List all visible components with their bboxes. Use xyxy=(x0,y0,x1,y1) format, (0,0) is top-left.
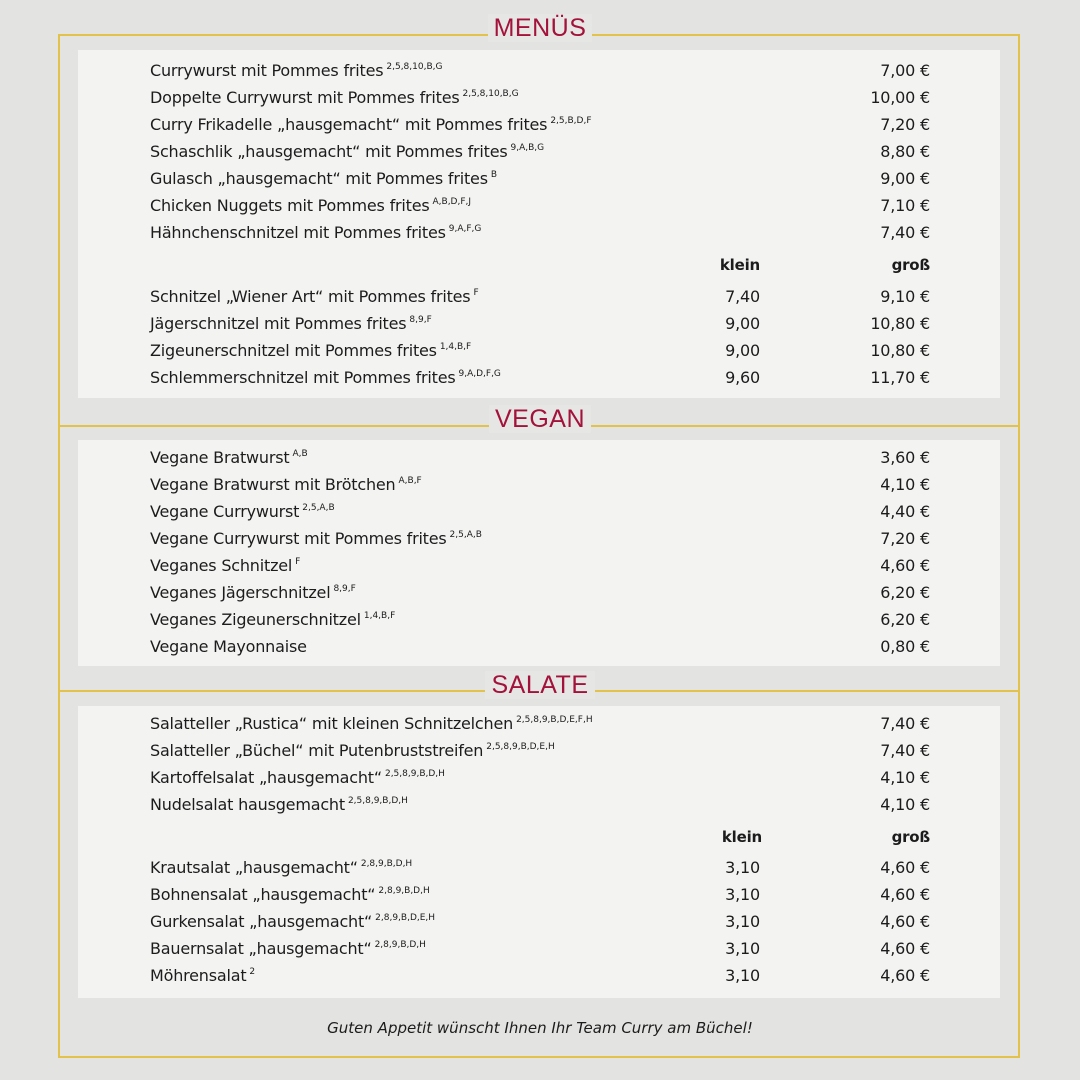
price-large: 4,60 € xyxy=(880,885,930,904)
item-name xyxy=(150,552,300,579)
allergen-codes: 2,5,8,9,B,D,E,F,H xyxy=(516,715,593,725)
allergen-codes: 2,5,A,B xyxy=(449,530,482,540)
item-name-text: Currywurst mit Pommes frites xyxy=(150,61,384,80)
price-large: 4,60 € xyxy=(880,939,930,958)
allergen-codes: 2,5,8,9,B,D,E,H xyxy=(486,742,555,752)
menu-item xyxy=(0,764,1080,791)
item-name-text: Veganes Schnitzel xyxy=(150,556,293,575)
menu-item xyxy=(0,471,1080,498)
allergen-codes: 9,A,D,F,G xyxy=(458,369,501,379)
item-name xyxy=(150,881,430,908)
price-small: 3,10 xyxy=(725,912,760,931)
menu-item xyxy=(0,192,1080,219)
allergen-codes: F xyxy=(473,288,479,298)
menu-item xyxy=(0,525,1080,552)
size-column-headers xyxy=(0,252,1080,279)
menu-item xyxy=(0,444,1080,471)
price-large: 10,80 € xyxy=(870,341,930,360)
allergen-codes: 2,5,8,9,B,D,H xyxy=(384,769,445,779)
item-name-text: Veganes Zigeunerschnitzel xyxy=(150,610,361,629)
allergen-codes: 2,5,B,D,F xyxy=(550,116,592,126)
allergen-codes: 1,4,B,F xyxy=(439,342,472,352)
item-name xyxy=(150,219,481,246)
item-name-text: Curry Frikadelle „hausgemacht“ mit Pommes frites xyxy=(150,115,548,134)
menu-item xyxy=(0,908,1080,935)
item-name xyxy=(150,854,412,881)
menu-item xyxy=(0,364,1080,391)
item-price: 7,40 € xyxy=(880,223,930,242)
item-price: 9,00 € xyxy=(880,169,930,188)
item-name xyxy=(150,633,307,660)
item-name xyxy=(150,165,497,192)
price-small: 9,00 xyxy=(725,314,760,333)
allergen-codes: 2,8,9,B,D,H xyxy=(374,940,426,950)
column-gross: groß xyxy=(891,828,930,846)
allergen-codes: 2,5,8,10,B,G xyxy=(386,62,443,72)
item-name-text: Vegane Bratwurst xyxy=(150,448,290,467)
item-price: 6,20 € xyxy=(880,583,930,602)
menu-item xyxy=(0,935,1080,962)
menu-item xyxy=(0,552,1080,579)
menu-item xyxy=(0,579,1080,606)
item-price: 7,40 € xyxy=(880,741,930,760)
item-name-text: Vegane Currywurst xyxy=(150,502,300,521)
item-name-text: Schnitzel „Wiener Art“ mit Pommes frites xyxy=(150,287,471,306)
price-small: 9,00 xyxy=(725,341,760,360)
menu-item xyxy=(0,57,1080,84)
item-name-text: Nudelsalat hausgemacht xyxy=(150,795,345,814)
menu-item xyxy=(0,337,1080,364)
item-name xyxy=(150,364,501,391)
menu-item xyxy=(0,962,1080,989)
menu-item xyxy=(0,84,1080,111)
item-name-text: Veganes Jägerschnitzel xyxy=(150,583,331,602)
item-name-text: Gurkensalat „hausgemacht“ xyxy=(150,912,373,931)
item-name xyxy=(150,962,255,989)
item-name-text: Kartoffelsalat „hausgemacht“ xyxy=(150,768,382,787)
item-name-text: Salatteller „Rustica“ mit kleinen Schnitzelchen xyxy=(150,714,514,733)
allergen-codes: 1,4,B,F xyxy=(363,611,396,621)
menu-item xyxy=(0,791,1080,818)
footer-message: Guten Appetit wünscht Ihnen Ihr Team Curry am Büchel! xyxy=(327,1019,753,1037)
heading-salate: SALATE xyxy=(0,670,1080,700)
menu-item xyxy=(0,710,1080,737)
price-small: 3,10 xyxy=(725,858,760,877)
item-price: 7,20 € xyxy=(880,115,930,134)
item-name-text: Doppelte Currywurst mit Pommes frites xyxy=(150,88,460,107)
item-name-text: Chicken Nuggets mit Pommes frites xyxy=(150,196,430,215)
item-price: 10,00 € xyxy=(870,88,930,107)
price-small: 3,10 xyxy=(725,939,760,958)
allergen-codes: 9,A,F,G xyxy=(448,224,482,234)
item-name-text: Bauernsalat „hausgemacht“ xyxy=(150,939,372,958)
column-klein: klein xyxy=(719,256,760,274)
column-klein: klein xyxy=(721,828,762,846)
item-name-text: Vegane Currywurst mit Pommes frites xyxy=(150,529,447,548)
price-large: 11,70 € xyxy=(870,368,930,387)
allergen-codes: 2,5,A,B xyxy=(302,503,335,513)
allergen-codes: B xyxy=(490,170,498,180)
allergen-codes: 2,5,8,9,B,D,H xyxy=(347,796,408,806)
menu-item xyxy=(0,283,1080,310)
item-price: 7,00 € xyxy=(880,61,930,80)
item-price: 7,20 € xyxy=(880,529,930,548)
allergen-codes: 2 xyxy=(249,967,256,977)
allergen-codes: 2,5,8,10,B,G xyxy=(462,89,519,99)
allergen-codes: 8,9,F xyxy=(333,584,356,594)
price-small: 3,10 xyxy=(725,966,760,985)
price-large: 4,60 € xyxy=(880,858,930,877)
menu-item xyxy=(0,165,1080,192)
item-price: 4,10 € xyxy=(880,475,930,494)
allergen-codes: A,B,F xyxy=(398,476,422,486)
item-price: 7,10 € xyxy=(880,196,930,215)
item-name xyxy=(150,606,395,633)
item-name xyxy=(150,444,308,471)
item-name-text: Krautsalat „hausgemacht“ xyxy=(150,858,358,877)
price-small: 3,10 xyxy=(725,885,760,904)
item-name xyxy=(150,138,544,165)
item-name-text: Schlemmerschnitzel mit Pommes frites xyxy=(150,368,456,387)
item-name-text: Schaschlik „hausgemacht“ mit Pommes frites xyxy=(150,142,508,161)
item-name xyxy=(150,337,471,364)
menu-item xyxy=(0,310,1080,337)
item-name xyxy=(150,737,555,764)
allergen-codes: 8,9,F xyxy=(409,315,432,325)
allergen-codes: 2,8,9,B,D,E,H xyxy=(375,913,436,923)
price-large: 10,80 € xyxy=(870,314,930,333)
price-small: 9,60 xyxy=(725,368,760,387)
item-name-text: Vegane Mayonnaise xyxy=(150,637,307,656)
item-name xyxy=(150,192,471,219)
item-name xyxy=(150,283,479,310)
item-name-text: Möhrensalat xyxy=(150,966,247,985)
item-name-text: Bohnensalat „hausgemacht“ xyxy=(150,885,376,904)
item-name-text: Salatteller „Büchel“ mit Putenbruststreifen xyxy=(150,741,484,760)
price-large: 4,60 € xyxy=(880,912,930,931)
item-name-text: Vegane Bratwurst mit Brötchen xyxy=(150,475,396,494)
item-name xyxy=(150,525,482,552)
heading-vegan: VEGAN xyxy=(0,404,1080,434)
item-price: 3,60 € xyxy=(880,448,930,467)
item-price: 7,40 € xyxy=(880,714,930,733)
item-name xyxy=(150,579,356,606)
item-name xyxy=(150,710,593,737)
heading-menus: MENÜS xyxy=(0,13,1080,43)
item-price: 8,80 € xyxy=(880,142,930,161)
item-price: 6,20 € xyxy=(880,610,930,629)
item-price: 4,10 € xyxy=(880,795,930,814)
item-name xyxy=(150,498,335,525)
menu-item xyxy=(0,854,1080,881)
item-price: 4,60 € xyxy=(880,556,930,575)
menu-item xyxy=(0,633,1080,660)
menu-item xyxy=(0,111,1080,138)
menu-item xyxy=(0,606,1080,633)
menu-item xyxy=(0,737,1080,764)
item-name xyxy=(150,310,432,337)
menu-item xyxy=(0,498,1080,525)
menu-item xyxy=(0,881,1080,908)
item-name xyxy=(150,111,592,138)
allergen-codes: 2,8,9,B,D,H xyxy=(378,886,430,896)
item-name-text: Hähnchenschnitzel mit Pommes frites xyxy=(150,223,446,242)
item-name-text: Gulasch „hausgemacht“ mit Pommes frites xyxy=(150,169,488,188)
item-name-text: Jägerschnitzel mit Pommes frites xyxy=(150,314,407,333)
allergen-codes: 2,8,9,B,D,H xyxy=(360,859,413,869)
item-name xyxy=(150,471,422,498)
menu-item xyxy=(0,138,1080,165)
item-name-text: Zigeunerschnitzel mit Pommes frites xyxy=(150,341,437,360)
menu-item xyxy=(0,219,1080,246)
item-name xyxy=(150,908,435,935)
item-price: 4,10 € xyxy=(880,768,930,787)
item-name xyxy=(150,935,426,962)
allergen-codes: A,B,D,F,J xyxy=(432,197,472,207)
price-large: 4,60 € xyxy=(880,966,930,985)
allergen-codes: F xyxy=(295,557,301,567)
item-name xyxy=(150,764,445,791)
price-large: 9,10 € xyxy=(880,287,930,306)
allergen-codes: A,B xyxy=(292,449,308,459)
item-name xyxy=(150,791,408,818)
price-small: 7,40 xyxy=(725,287,760,306)
item-name xyxy=(150,57,442,84)
item-price: 0,80 € xyxy=(880,637,930,656)
size-column-headers xyxy=(0,824,1080,851)
item-name xyxy=(150,84,519,111)
item-price: 4,40 € xyxy=(880,502,930,521)
allergen-codes: 9,A,B,G xyxy=(510,143,545,153)
column-gross: groß xyxy=(891,256,930,274)
